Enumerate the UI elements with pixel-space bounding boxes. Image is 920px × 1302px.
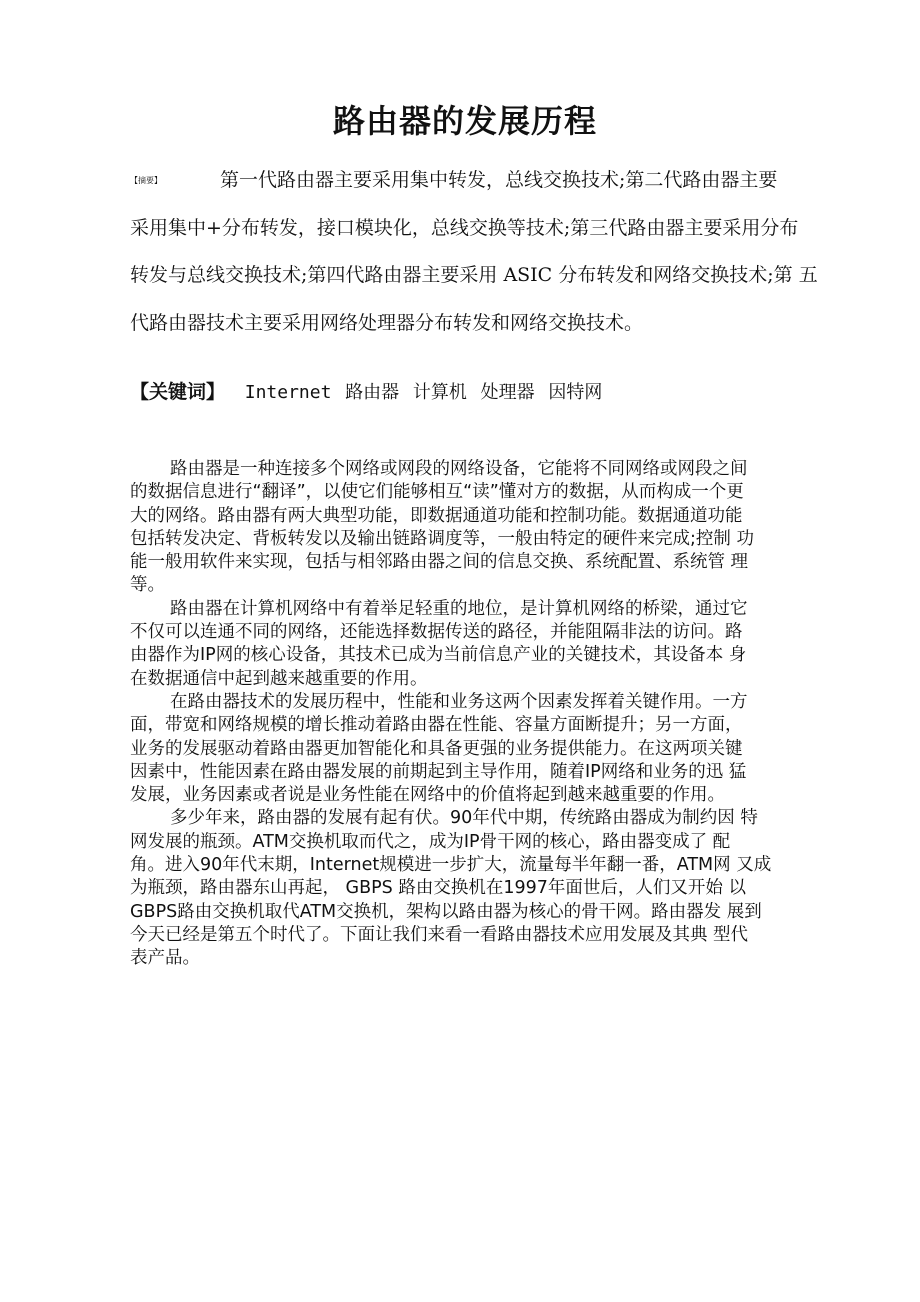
body-line: 业务的发展驱动着路由器更加智能化和具备更强的业务提供能力。在这两项关键 [130, 738, 743, 759]
body-line: 面，带宽和网络规模的增长推动着路由器在性能、容量方面断提升；另一方面， [130, 715, 743, 736]
body-line: 路由器在计算机网络中有着举足轻重的地位，是计算机网络的桥梁，通过它 [170, 598, 748, 619]
body-line: 大的网络。路由器有两大典型功能，即数据通道功能和控制功能。数据通道功能 [130, 505, 743, 526]
body-line: 等。 [130, 575, 165, 596]
body-line: 的数据信息进行“翻译”，以使它们能够相互“读”懂对方的数据，从而构成一个更 [130, 482, 744, 503]
body-line: 能一般用软件来实现，包括与相邻路由器之间的信息交换、系统配置、系统管 理 [130, 552, 749, 573]
body-text [130, 458, 800, 971]
keyword: Internet [244, 382, 332, 403]
keyword: 处理器 [480, 382, 535, 403]
body-line: 路由器是一种连接多个网络或网段的网络设备，它能将不同网络或网段之间 [170, 459, 748, 479]
abstract-line: 代路由器技术主要采用网络处理器分布转发和网络交换技术。 [130, 311, 644, 334]
abstract [130, 164, 818, 354]
body-line: 网发展的瓶颈。ATM交换机取而代之，成为IP骨干网的核心，路由器变成了 配 [130, 831, 731, 852]
body-line: 角。进入90年代末期，Internet规模进一步扩大，流量每半年翻一番，ATM网 又成 [130, 855, 772, 876]
body-line: 在路由器技术的发展历程中，性能和业务这两个因素发挥着关键作用。一方 [170, 691, 748, 712]
body-line: 为瓶颈，路由器东山再起， GBPS 路由交换机在1997年面世后，人们又开始 以 [130, 878, 746, 899]
document-title: 路由器的发展历程 [332, 102, 597, 140]
body-line: 因素中，性能因素在路由器发展的前期起到主导作用，随着IP网络和业务的迅 猛 [130, 761, 747, 782]
body-line: GBPS路由交换机取代ATM交换机，架构以路由器为核心的骨干网。路由器发 展到 [130, 901, 762, 922]
body-line: 不仅可以连通不同的网络，还能选择数据传送的路径，并能阻隔非法的访问。路 [130, 622, 743, 643]
keyword: 计算机 [412, 382, 467, 403]
body-line: 由器作为IP网的核心设备，其技术已成为当前信息产业的关键技术，其设备本 身 [130, 645, 747, 666]
keyword: 路由器 [345, 382, 400, 403]
body-line: 在数据通信中起到越来越重要的作用。 [130, 668, 428, 689]
body-line: 多少年来，路由器的发展有起有伏。90年代中期，传统路由器成为制约因 特 [170, 808, 758, 829]
abstract-line: 第一代路由器主要采用集中转发，总线交换技术;第二代路由器主要 [220, 169, 778, 191]
body-line: 今天已经是第五个时代了。下面让我们来看一看路由器技术应用发展及其典 型代 [130, 924, 749, 945]
keywords [130, 377, 610, 404]
keyword: 因特网 [548, 382, 603, 403]
body-line: 发展，业务因素或者说是业务性能在网络中的价值将起到越来越重要的作用。 [130, 785, 725, 806]
abstract-tag: 【摘要】 [130, 176, 162, 185]
keywords-label: 【关键词】 [130, 381, 226, 403]
abstract-line: 转发与总线交换技术;第四代路由器主要采用 ASIC 分布转发和网络交换技术;第 五 [130, 264, 818, 286]
abstract-line: 采用集中+分布转发，接口模块化，总线交换等技术;第三代路由器主要采用分布 [130, 216, 799, 239]
body-line: 包括转发决定、背板转发以及输出链路调度等，一般由特定的硬件来完成;控制 功 [130, 528, 754, 549]
body-line: 表产品。 [130, 948, 200, 969]
